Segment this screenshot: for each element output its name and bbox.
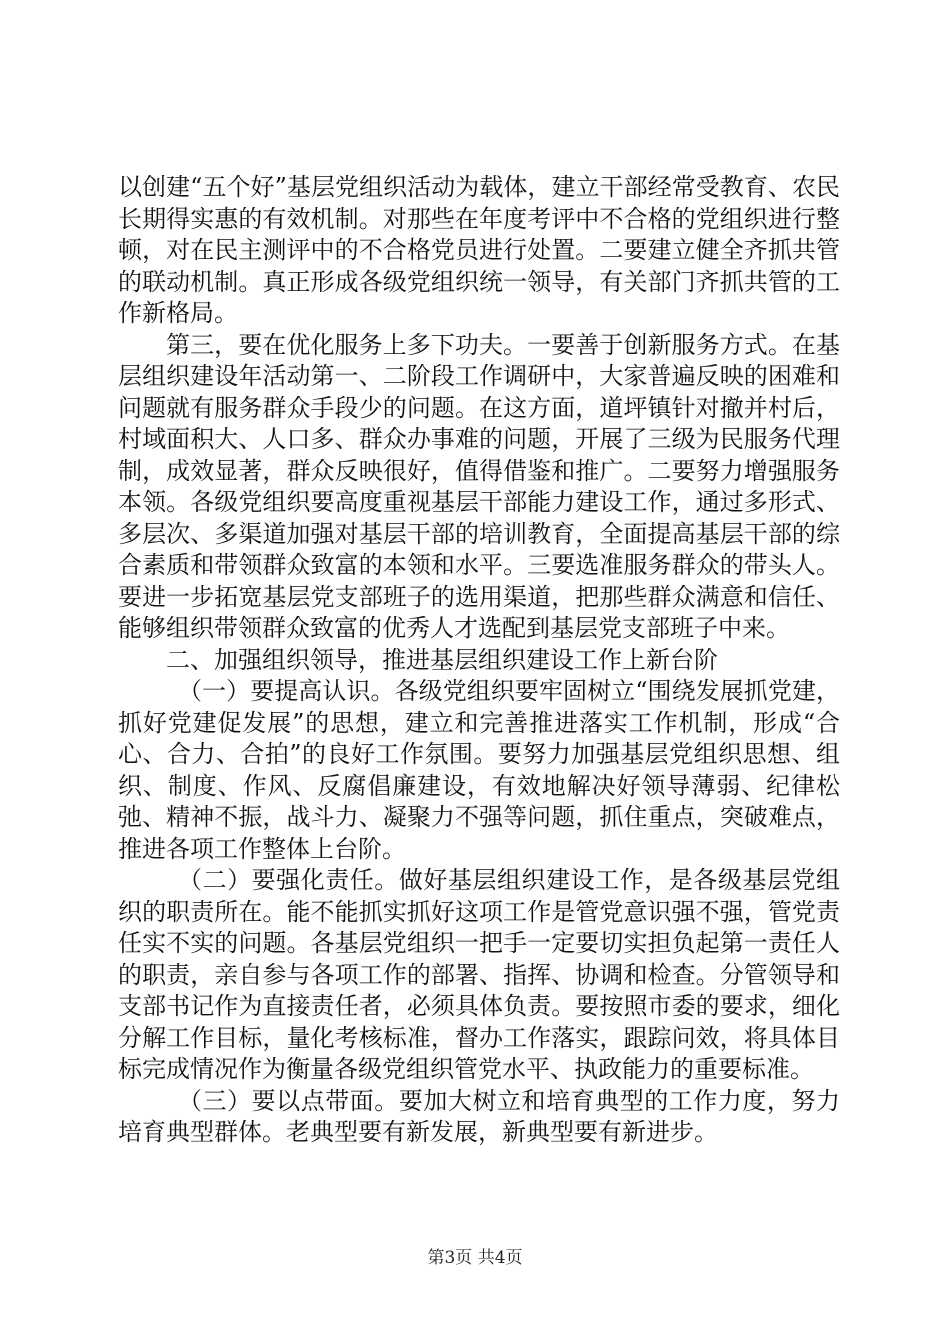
paragraph-subpoint-2: （二）要强化责任。做好基层组织建设工作，是各级基层党组织的职责所在。能不能抓实抓好这项工作是管党意识强不强，管党责任实不实的问题。各基层党组织一把手一定要切实担负起第一责任人的职责，亲自参与各项工作的部署、指挥、协调和检查。分管领导和支部书记作为直接责任者，必须具体负责。要按照市委的要求，细化分解工作目标，量化考核标准，督办工作落实，跟踪问效，将具体目标完成情况作为衡量各级党组织管党水平、执政能力的重要标准。 — [118, 866, 840, 1083]
page-number-footer: 第3页 共4页 — [427, 1248, 523, 1268]
document-body — [118, 172, 840, 1149]
section-heading: 二、加强组织领导，推进基层组织建设工作上新台阶 — [166, 645, 718, 674]
paragraph-third-point: 第三，要在优化服务上多下功夫。一要善于创新服务方式。在基层组织建设年活动第一、二阶段工作调研中，大家普遍反映的困难和问题就有服务群众手段少的问题。在这方面，道坪镇针对撤并村后，村域面积大、人口多、群众办事难的问题，开展了三级为民服务代理制，成效显著，群众反映很好，值得借鉴和推广。二要努力增强服务本领。各级党组织要高度重视基层干部能力建设工作，通过多形式、多层次、多渠道加强对基层干部的培训教育，全面提高基层干部的综合素质和带领群众致富的本领和水平。三要选准服务群众的带头人。要进一步拓宽基层党支部班子的选用渠道，把那些群众满意和信任、能够组织带领群众致富的优秀人才选配到基层党支部班子中来。 — [118, 330, 840, 642]
paragraph-continuation: 以创建“五个好”基层党组织活动为载体，建立干部经常受教育、农民长期得实惠的有效机制。对那些在年度考评中不合格的党组织进行整顿，对在民主测评中的不合格党员进行处置。二要建立健全齐抓共管的联动机制。真正形成各级党组织统一领导，有关部门齐抓共管的工作新格局。 — [118, 173, 840, 327]
paragraph-subpoint-3: （三）要以点带面。要加大树立和培育典型的工作力度，努力培育典型群体。老典型要有新发展，新典型要有新进步。 — [118, 1086, 840, 1146]
paragraph-subpoint-1: （一）要提高认识。各级党组织要牢固树立“围绕发展抓党建，抓好党建促发展”的思想，建立和完善推进落实工作机制，形成“合心、合力、合拍”的良好工作氛围。要努力加强基层党组织思想、组织、制度、作风、反腐倡廉建设，有效地解决好领导薄弱、纪律松弛、精神不振，战斗力、凝聚力不强等问题，抓住重点，突破难点，推进各项工作整体上台阶。 — [118, 677, 840, 863]
